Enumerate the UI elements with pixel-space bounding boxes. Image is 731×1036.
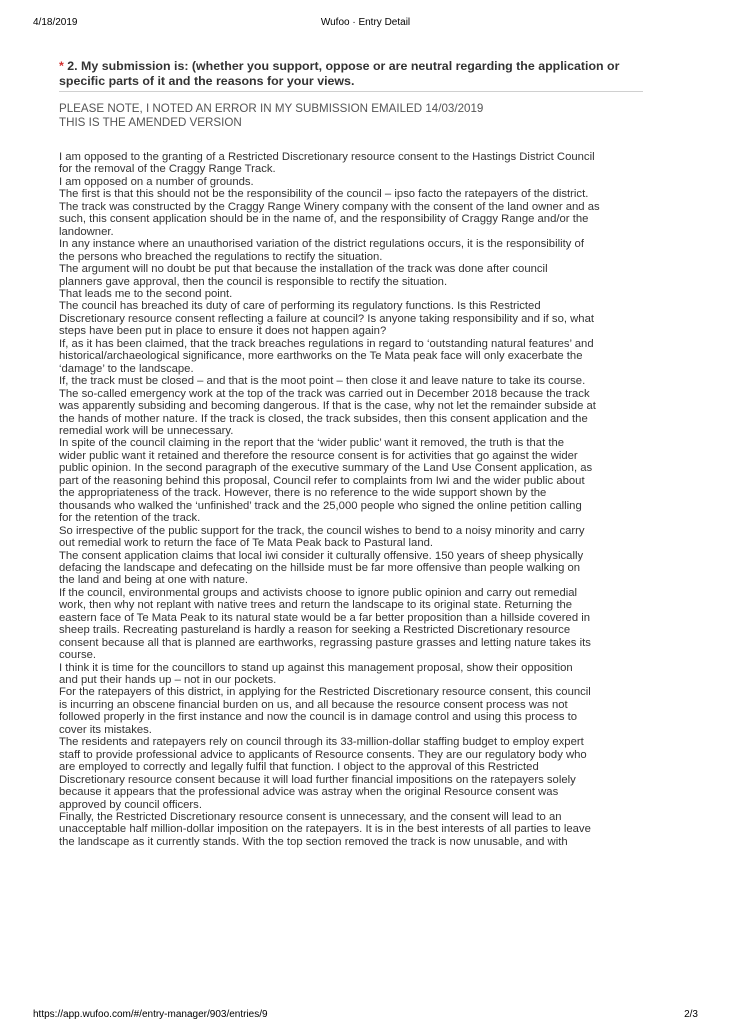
answer-line: landowner. <box>59 225 114 238</box>
answer-line: For the ratepayers of this district, in applying for the Restricted Discretionary resource consent, this council <box>59 686 591 699</box>
answer-line: consent because all that is planned are earthworks, regrassing pasture grasses and letting nature takes its <box>59 636 591 649</box>
answer-line: followed properly in the first instance and now the council is in damage control and using this process to <box>59 711 578 724</box>
answer-line: sheep trails. Recreating pastureland is hardly a reason for seeking a Restricted Discretionary resource <box>59 624 571 637</box>
answer-line: In any instance where an unauthorised variation of the district regulations occurs, it is the responsibility of <box>59 238 584 251</box>
print-footer <box>0 1009 731 1023</box>
print-date: 4/18/2019 <box>33 17 78 28</box>
answer-line: out remedial work to return the face of Te Mata Peak back to Pastural land. <box>59 537 434 550</box>
answer-line: The argument will no doubt be put that because the installation of the track was done after council <box>59 263 548 276</box>
answer-line: historical/archaeological significance, more earthworks on the Te Mata peak face will only exacerbate the <box>59 350 583 363</box>
question-label <box>59 59 643 92</box>
answer-line: ‘damage’ to the landscape. <box>59 362 194 375</box>
answer-line: I am opposed to the granting of a Restricted Discretionary resource consent to the Hastings District Council <box>59 151 595 163</box>
answer-line: The residents and ratepayers rely on council through its 33-million-dollar staffing budget to employ expert <box>59 736 584 749</box>
answer-line: the appropriateness of the track. However, there is no reference to the wide support shown by the <box>59 487 547 500</box>
answer-line: the landscape as it currently stands. With the top section removed the track is now unusable, and with <box>59 835 568 848</box>
answer-line: the persons who breached the regulations to rectify the situation. <box>59 250 383 263</box>
answer-line: If, the track must be closed – and that is the moot point – then close it and leave nature to take its course. <box>59 375 586 388</box>
answer-line: unacceptable half million-dollar imposition on the ratepayers. It is in the best interests of all parties to leave <box>59 823 591 836</box>
answer-line: because it appears that the professional advice was astray when the original Resource consent was <box>59 786 559 799</box>
answer-line: The consent application claims that local iwi consider it culturally offensive. 150 years of sheep physically <box>59 549 584 562</box>
answer-line: for the removal of the Craggy Range Track. <box>59 163 276 176</box>
answer-line: The so-called emergency work at the top of the track was carried out in December 2018 because the track <box>59 387 590 400</box>
answer-line: remedial work will be unnecessary. <box>59 424 234 437</box>
answer-line: course. <box>59 649 97 662</box>
answer-line: part of the reasoning behind this proposal, Council refer to complaints from Iwi and the wider public about <box>59 474 585 487</box>
amendment-note <box>59 102 643 129</box>
answer-line: approved by council officers. <box>59 798 202 811</box>
answer-line: steps have been put in place to ensure it does not happen again? <box>59 325 387 338</box>
answer-line: Discretionary resource consent because it will load further financial impositions on the ratepayers solely <box>59 773 576 786</box>
answer-line: and put their hands up – not in our pockets. <box>59 674 277 687</box>
answer-line: The first is that this should not be the responsibility of the council – ipso facto the ratepayers of the district. <box>59 188 589 201</box>
page-number: 2/3 <box>684 1009 698 1020</box>
answer-line: Finally, the Restricted Discretionary resource consent is unnecessary, and the consent will lead to an <box>59 811 562 824</box>
answer-line: the hands of mother nature. If the track is closed, the track subsides, then this consent application and the <box>59 412 588 425</box>
answer-line: thousands who walked the ‘unfinished’ track and the 25,000 people who signed the online petition calling <box>59 499 582 512</box>
answer-line: is incurring an obscene financial burden on us, and all because the resource consent process was not <box>59 698 568 711</box>
answer-line: staff to provide professional advice to applicants of Resource consents. They are our regulatory body who <box>59 748 587 761</box>
submission-answer-text <box>59 151 643 848</box>
amendment-note-line-1: PLEASE NOTE, I NOTED AN ERROR IN MY SUBMISSION EMAILED 14/03/2019 <box>59 102 484 115</box>
answer-line: cover its mistakes. <box>59 723 152 736</box>
answer-line: If, as it has been claimed, that the track breaches regulations in regard to ‘outstanding natural features’ and <box>59 337 594 350</box>
answer-line: planners gave approval, then the council is responsible to rectify the situation. <box>59 275 448 288</box>
answer-line: Discretionary resource consent reflecting a failure at council? Is anyone taking responsibility and if so, what <box>59 312 594 325</box>
answer-line: If the council, environmental groups and activists choose to ignore public opinion and carry out remedial <box>59 586 578 599</box>
required-asterisk: * <box>59 59 64 73</box>
answer-line: the land and being at one with nature. <box>59 574 249 587</box>
answer-line: public opinion. In the second paragraph of the executive summary of the Land Use Consent application, as <box>59 462 593 475</box>
answer-line: was apparently subsiding and becoming dangerous. If that is the case, why not let the remainder subside at <box>59 400 596 413</box>
answer-line: The track was constructed by the Craggy Range Winery company with the consent of the land owner and as <box>59 200 600 213</box>
answer-line: In spite of the council claiming in the report that the ‘wider public’ want it removed, the truth is that the <box>59 437 565 450</box>
answer-line: such, this consent application should be in the name of, and the responsibility of Craggy Range and/or the <box>59 213 589 226</box>
answer-line: defacing the landscape and defecating on the hillside must be far more offensive than people walking on <box>59 561 581 574</box>
answer-line: The council has breached its duty of care of performing its regulatory functions. Is this Restricted <box>59 300 541 313</box>
question-text: 2. My submission is: (whether you support, oppose or are neutral regarding the application or specific parts of it and the reasons for your views. <box>59 59 620 88</box>
answer-line: are employed to correctly and legally fulfil that function. I object to the approval of this Restricted <box>59 761 539 774</box>
answer-line: for the retention of the track. <box>59 512 201 525</box>
answer-line: So irrespective of the public support for the track, the council wishes to bend to a noisy minority and carry <box>59 524 585 537</box>
answer-line: wider public want it retained and therefore the resource consent is for activities that go against the wider <box>59 449 578 462</box>
entry-detail-content <box>59 59 643 848</box>
answer-line: eastern face of Te Mata Peak to its natural state would be a far better proposition than a hillside covered in <box>59 611 591 624</box>
amendment-note-line-2: THIS IS THE AMENDED VERSION <box>59 115 242 129</box>
answer-line: I think it is time for the councillors to stand up against this management proposal, show their opposition <box>59 661 573 674</box>
answer-line: I am opposed on a number of grounds. <box>59 175 254 188</box>
page-url: https://app.wufoo.com/#/entry-manager/903/entries/9 <box>33 1009 268 1020</box>
answer-line: That leads me to the second point. <box>59 287 233 300</box>
print-header <box>0 17 731 31</box>
print-page-title: Wufoo · Entry Detail <box>320 17 411 28</box>
answer-line: work, then why not replant with native trees and return the landscape to its original state. Returning the <box>59 599 573 612</box>
